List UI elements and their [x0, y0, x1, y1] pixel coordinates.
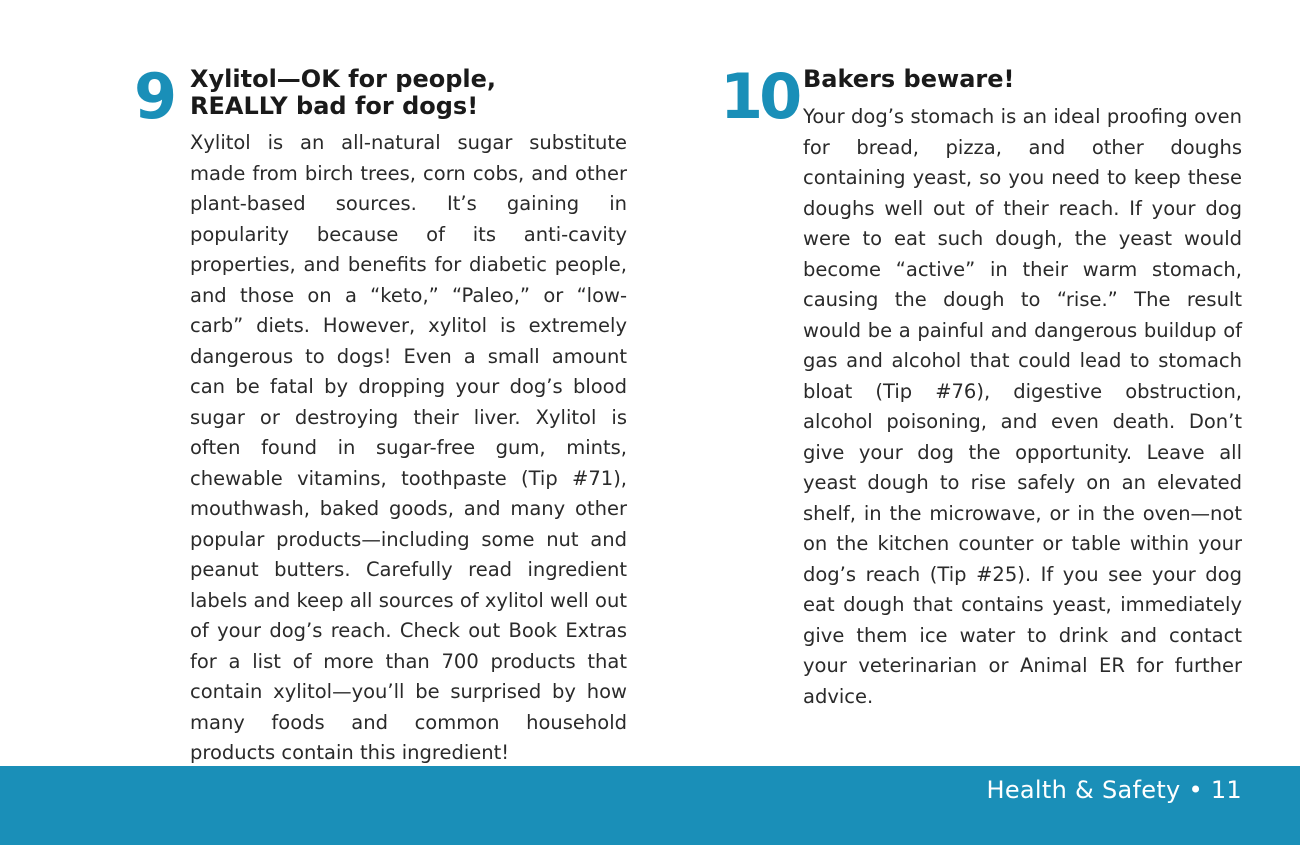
tip-title-line-2: REALLY bad for dogs!: [190, 92, 479, 120]
tip-number: 9: [134, 60, 174, 133]
tip-body: Xylitol is an all-natural sugar substitute made from birch trees, corn cobs, and other plant-based sources. It’s gaining in popularity because of its anti-cavity properties, and benefits for diabetic people, and those on a “keto,” “Paleo,” or “low-carb” diets. However, xylitol is extremely dangerous to dogs! Even a small amount can be fatal by dropping your dog’s blood sugar or destroying their liver. Xylitol is often found in sugar-free gum, mints, chewable vitamins, toothpaste (Tip #71), mouthwash, baked goods, and many other popular products—including some nut and peanut butters. Carefully read ingredient labels and keep all sources of xylitol well out of your dog’s reach. Check out Book Extras for a list of more than 700 products that contain xylitol—you’ll be surprised by how many foods and common household products contain this ingredient!: [190, 131, 627, 764]
tip-title: Bakers beware!: [803, 65, 1015, 93]
page-footer: [0, 766, 1300, 845]
footer-section-page-number: Health & Safety • 11: [986, 776, 1242, 804]
tip-body: Your dog’s stomach is an ideal proofing oven for bread, pizza, and other doughs containing yeast, so you need to keep these doughs well out of their reach. If your dog were to eat such dough, the yeast would become “active” in their warm stomach, causing the dough to “rise.” The result would be a painful and dangerous buildup of gas and alcohol that could lead to stomach bloat (Tip #76), digestive obstruction, alcohol poisoning, and even death. Don’t give your dog the opportunity. Leave all yeast dough to rise safely on an elevated shelf, in the microwave, or in the oven—not on the kitchen counter or table within your dog’s reach (Tip #25). If you see your dog eat dough that contains yeast, immediately give them ice water to drink and contact your veterinarian or Animal ER for further advice.: [803, 105, 1242, 708]
tip-number: 10: [720, 60, 799, 133]
tip-title-line-1: Xylitol—OK for people,: [190, 65, 497, 93]
tip-title: [190, 66, 630, 120]
